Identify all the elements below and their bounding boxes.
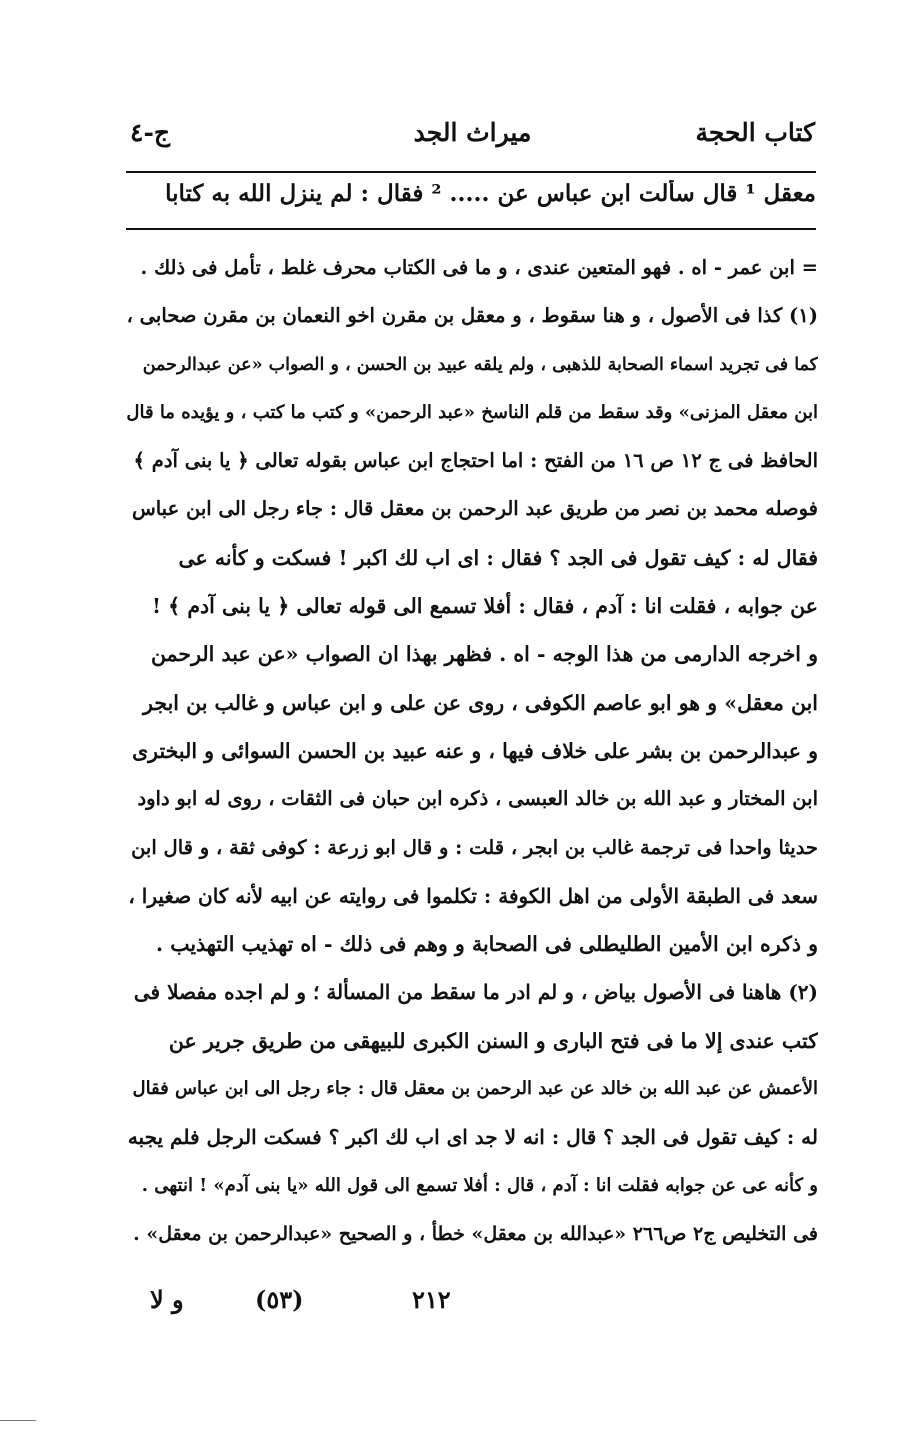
footnote-line: كتب عندى إلا ما فى فتح البارى و السنن الكبرى للبيهقى من طريق جرير عن xyxy=(168,1028,818,1053)
footnote-line: (١) كذا فى الأصول ، و هنا سقوط ، و معقل بن مقرن اخو النعمان بن مقرن صحابى ، xyxy=(126,304,818,328)
footnote-line: و اخرجه الدارمى من هذا الوجه - اه . فظهر بهذا ان الصواب «عن عبد الرحمن xyxy=(150,642,818,667)
book-title: كتاب الحجة xyxy=(695,118,815,147)
footnote-line: و عبدالرحمن بن بشر على خلاف فيها ، و عنه عبيد بن الحسن السوائى و البخترى xyxy=(132,738,818,763)
footnote-line: عن جوابه ، فقلت انا : آدم ، فقال : أفلا تسمع الى قوله تعالى ﴿ يا بنى آدم ﴾ ! xyxy=(152,594,818,619)
footnote-line: = ابن عمر - اه . فهو المتعين عندى ، و ما فى الكتاب محرف غلط ، تأمل فى ذلك . xyxy=(140,256,818,279)
running-header xyxy=(130,118,815,154)
footnote-separator xyxy=(126,228,816,230)
footnote-line: له : كيف تقول فى الجد ؟ قال : انه لا جد اى اب لك اكبر ؟ فسكت الرجل فلم يجبه xyxy=(127,1125,818,1150)
footnote-line: ابن معقل المزنى» وقد سقط من قلم الناسخ «عبد الرحمن» و كتب ما كتب ، و يؤيده ما قال xyxy=(126,401,818,423)
page-number: ٢١٢ xyxy=(412,1285,451,1314)
footnote-line: حديثا واحدا فى ترجمة غالب بن ابجر ، قلت : و قال ابو زرعة : كوفى ثقة ، و قال ابن xyxy=(131,835,818,859)
scan-edge-mark xyxy=(0,1420,36,1421)
catchword: و لا xyxy=(150,1285,184,1314)
page-footer xyxy=(150,1285,790,1325)
footnote-line: الأعمش عن عبد الله بن خالد عن عبد الرحمن بن معقل قال : جاء رجل الى ابن عباس فقال xyxy=(132,1078,818,1100)
footnote-line: فى التخليص ج٢ ص٢٦٦ «عبدالله بن معقل» خطأ ، و الصحيح «عبدالرحمن بن معقل» . xyxy=(133,1222,818,1245)
footnote-line: فقال له : كيف تقول فى الجد ؟ فقال : اى اب لك اكبر ! فسكت و كأنه عى xyxy=(178,545,818,570)
footnote-line: ابن المختار و عبد الله بن خالد العبسى ، ذكره ابن حبان فى الثقات ، روى له ابو داود xyxy=(137,787,818,811)
footnote-line: فوصله محمد بن نصر من طريق عبد الرحمن بن معقل قال : جاء رجل الى ابن عباس xyxy=(131,497,818,521)
footnote-line: و كأنه عى عن جوابه فقلت انا : آدم ، قال : أفلا تسمع الى قول الله «يا بنى آدم» ! انتهى . xyxy=(141,1174,818,1196)
chapter-title: ميراث الجد xyxy=(413,118,532,147)
header-rule xyxy=(126,171,816,173)
footnote-line: كما فى تجريد اسماء الصحابة للذهبى ، ولم يلقه عبيد بن الحسن ، و الصواب «عن عبدالرحمن xyxy=(142,354,818,375)
footnotes-block xyxy=(126,244,818,1258)
footnote-line: و ذكره ابن الأمين الطليطلى فى الصحابة و وهم فى ذلك - اه تهذيب التهذيب . xyxy=(155,932,818,957)
volume-label: ج-٤ xyxy=(130,118,170,147)
main-text-line: معقل ¹ قال سألت ابن عباس عن ..... ² فقال : لم ينزل الله به كتابا xyxy=(165,180,816,207)
footnote-line: الحافظ فى ج ١٢ ص ١٦ من الفتح : اما احتجاج ابن عباس بقوله تعالى ﴿ يا بنى آدم ﴾ xyxy=(133,449,818,473)
section-number: (٥٣) xyxy=(255,1285,304,1314)
footnote-line: سعد فى الطبقة الأولى من اهل الكوفة : تكلموا فى روايته عن ابيه لأنه كان صغيرا ، xyxy=(128,883,818,908)
footnote-line: ابن معقل» و هو ابو عاصم الكوفى ، روى عن على و ابن عباس و غالب بن ابجر xyxy=(143,690,818,715)
footnote-line: (٢) هاهنا فى الأصول بياض ، و لم ادر ما سقط من المسألة ؛ و لم اجده مفصلا فى xyxy=(133,980,818,1005)
